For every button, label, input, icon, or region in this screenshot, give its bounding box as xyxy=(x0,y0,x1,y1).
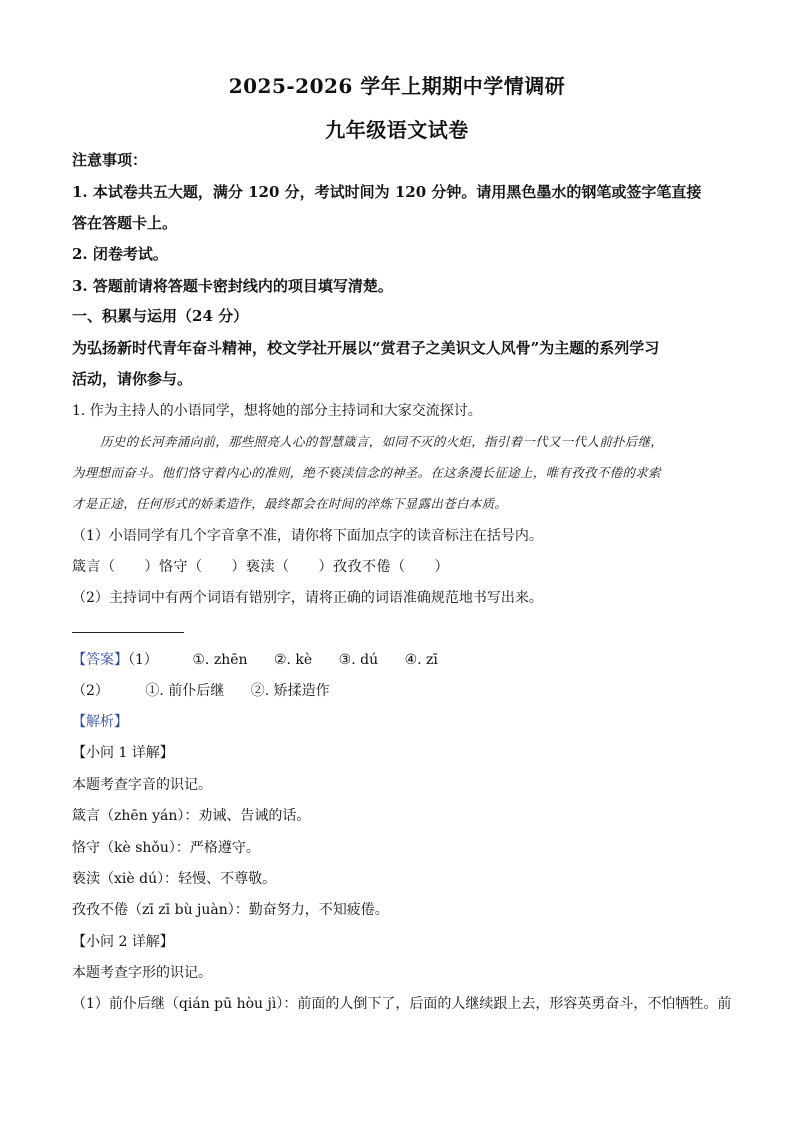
exam-subtitle: 九年级语文试卷 xyxy=(325,118,469,142)
answer-1-3: ③. dú xyxy=(338,652,379,668)
sub-1-detail-line-2: 恪守（kè shǒu）：严格遵守。 xyxy=(72,840,260,856)
sub-1-detail-line-3: 亵渎（xiè dú）：轻慢、不尊敬。 xyxy=(72,871,277,887)
sub-1-detail-intro: 本题考查字音的识记。 xyxy=(72,777,212,793)
section-1-heading: 一、积累与运用（24 分） xyxy=(72,307,249,325)
passage-line-3: 才是正途，任何形式的娇柔造作，最终都会在时间的淬炼下显露出苍白本质。 xyxy=(72,496,508,511)
answer-label: 【答案】 xyxy=(72,652,128,668)
answer-row-1-prefix: （1） xyxy=(128,652,158,668)
answer-row-2-prefix: （2） xyxy=(72,683,109,699)
analysis-label: 【解析】 xyxy=(72,714,128,730)
section-1-intro-line-2: 活动，请你参与。 xyxy=(72,370,193,388)
section-1-intro-line-1: 为弘扬新时代青年奋斗精神，校文学社开展以“赏君子之美识文人风骨”为主题的系列学习 xyxy=(72,339,660,357)
sub-1-detail-line-4: 孜孜不倦（zī zī bù juàn）：勤奋努力，不知疲倦。 xyxy=(72,902,389,918)
notice-item-3: 3. 答题前请将答题卡密封线内的项目填写清楚。 xyxy=(72,277,393,295)
notice-item-1-line-1: 1. 本试卷共五大题，满分 120 分，考试时间为 120 分钟。请用黑色墨水的钢笔或签字笔直接 xyxy=(72,183,702,201)
sub-1-detail-title: 【小问 1 详解】 xyxy=(72,745,174,761)
answer-2-1: ①. 前仆后继 xyxy=(145,683,225,699)
notice-item-1-line-2: 答在答题卡上。 xyxy=(72,214,178,232)
sub-question-1-items: 箴言（ ）恪守（ ）亵渎（ ）孜孜不倦（ ） xyxy=(72,559,449,575)
answer-2-2: ②. 矫揉造作 xyxy=(250,683,330,699)
exam-title: 2025-2026 学年上期期中学情调研 xyxy=(228,74,566,98)
sub-1-detail-line-1: 箴言（zhēn yán）：劝诫、告诫的话。 xyxy=(72,808,311,824)
sub-question-2: （2）主持词中有两个词语有错别字，请将正确的词语准确规范地书写出来。 xyxy=(72,590,543,606)
sub-question-1: （1）小语同学有几个字音拿不准，请你将下面加点字的读音标注在括号内。 xyxy=(72,528,543,544)
answer-1-2: ②. kè xyxy=(273,652,313,668)
passage-line-2: 为理想而奋斗。他们恪守着内心的准则，绝不亵渎信念的神圣。在这条漫长征途上，唯有孜孜不倦的求索 xyxy=(72,465,661,480)
sub-2-detail-title: 【小问 2 详解】 xyxy=(72,934,174,950)
passage-line-1: 历史的长河奔涌向前，那些照亮人心的智慧箴言，如同不灭的火炬，指引着一代又一代人前扑后继， xyxy=(100,434,664,449)
sub-2-detail-line-1: （1）前仆后继（qián pū hòu jì）：前面的人倒下了，后面的人继续跟上去，形容英勇奋斗，不怕牺牲。前 xyxy=(72,996,732,1012)
answer-1-4: ④. zī xyxy=(404,652,438,668)
notice-heading: 注意事项： xyxy=(72,151,148,169)
sub-2-detail-intro: 本题考查字形的识记。 xyxy=(72,965,212,981)
answer-1-1: ①. zhēn xyxy=(192,652,248,668)
answer-row-1 xyxy=(72,650,732,670)
question-1-stem: 1. 作为主持人的小语同学，想将她的部分主持词和大家交流探讨。 xyxy=(72,403,482,419)
answer-row-2 xyxy=(72,681,732,701)
notice-item-2: 2. 闭卷考试。 xyxy=(72,245,168,263)
separator-line xyxy=(72,632,184,633)
